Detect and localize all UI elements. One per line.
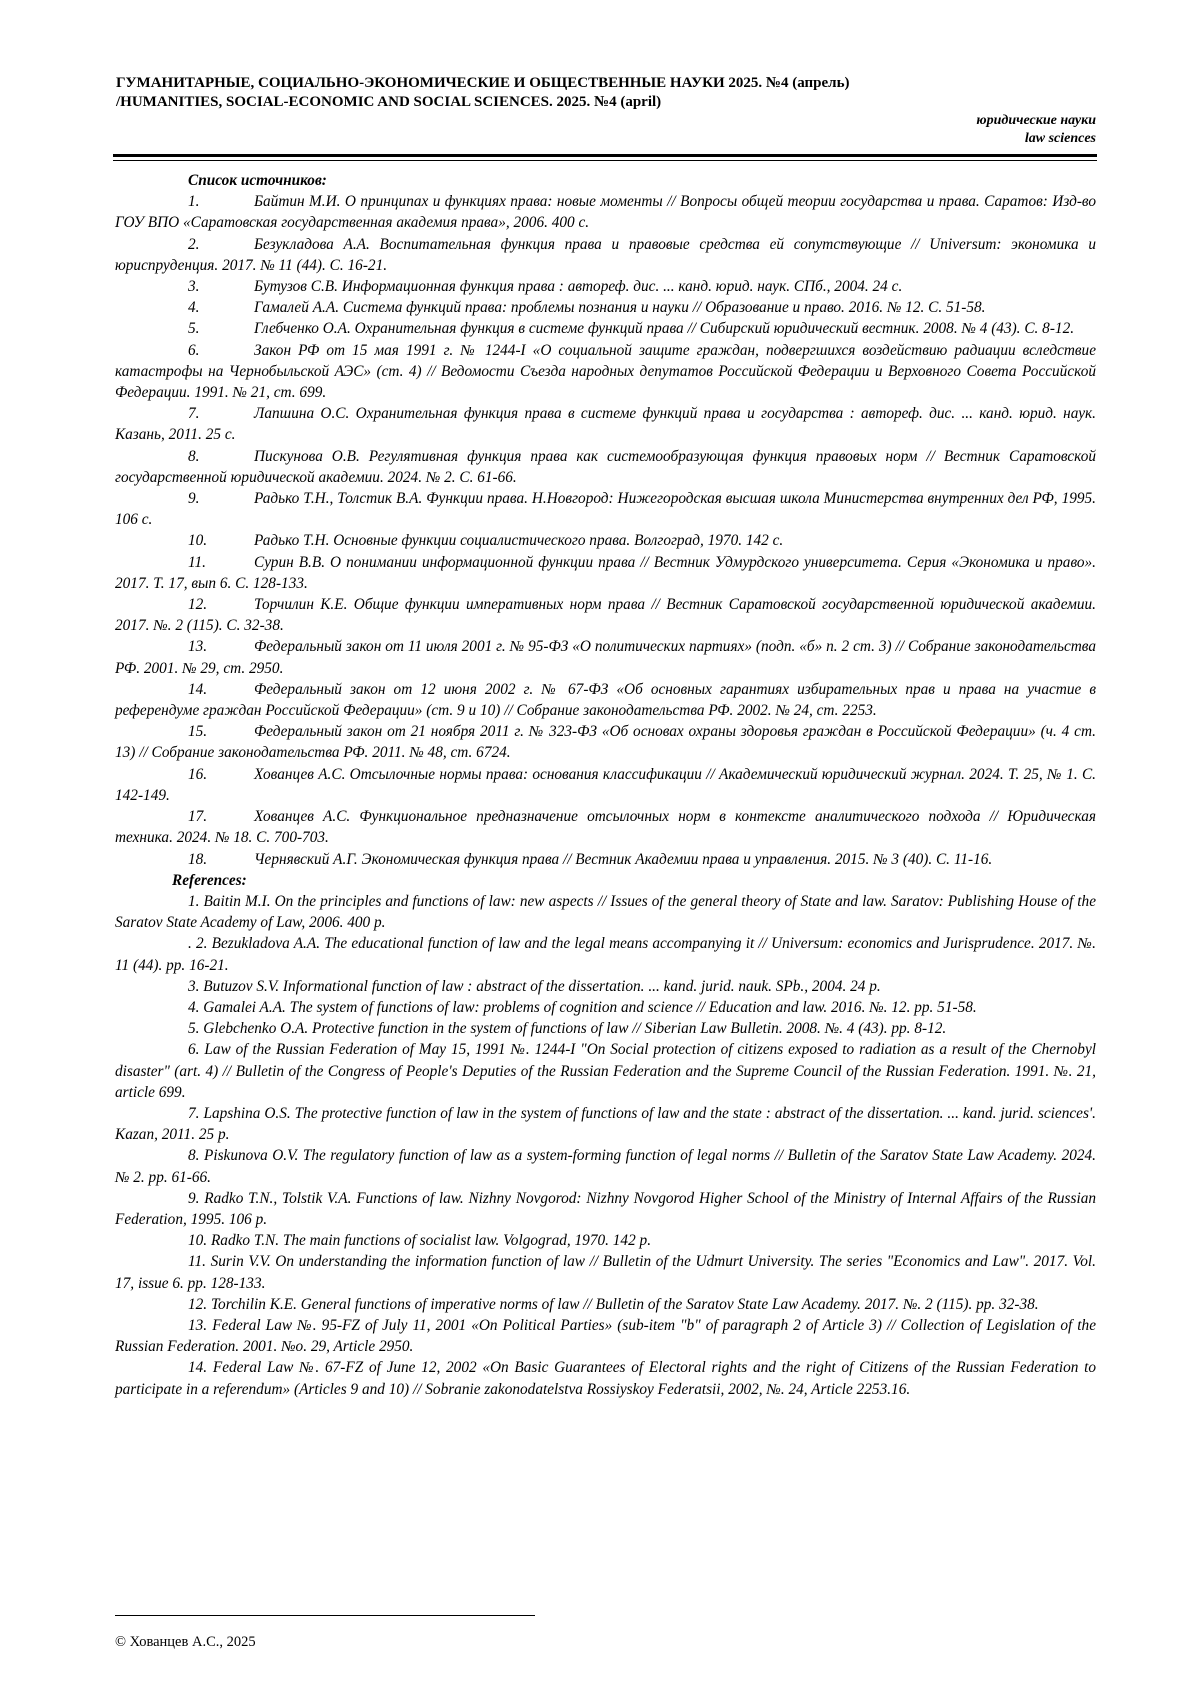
source-text: Радько Т.Н. Основные функции социалистического права. Волгоград, 1970. 142 с.: [254, 532, 784, 550]
reference-item: 1. Baitin M.I. On the principles and functions of law: new aspects // Issues of the general theory of State and law. Saratov: Publishing House of the Saratov State Academy of Law, 2006. 400 p.: [115, 892, 1096, 932]
source-number: 9.: [188, 490, 200, 508]
source-item: [115, 806, 1096, 848]
source-text: Гамалей А.А. Система функций права: проблемы познания и науки // Образование и право. 2016. № 12. С. 51-58.: [254, 299, 986, 317]
journal-title-ru: ГУМАНИТАРНЫЕ, СОЦИАЛЬНО-ЭКОНОМИЧЕСКИЕ И ОБЩЕСТВЕННЫЕ НАУКИ 2025. №4 (апрель): [116, 75, 850, 91]
reference-item: 9. Radko T.N., Tolstik V.A. Functions of law. Nizhny Novgorod: Nizhny Novgorod Higher School of the Ministry of Internal Affairs of the Russian Federation, 1995. 106 p.: [115, 1189, 1096, 1228]
source-text: Пискунова О.В. Регулятивная функция права как системообразующая функция правовых норм // Вестник Саратовской государственной юридической академии. 2024. № 2. С. 61-66.: [115, 447, 1096, 486]
source-text: Федеральный закон от 12 июня 2002 г. № 67-ФЗ «Об основных гарантиях избирательных прав и права на участие в референдуме граждан Российской Федерации» (ст. 9 и 10) // Собрание законодательства РФ. 2002. № 24, ст. 2253.: [115, 680, 1096, 720]
source-text: Байтин М.И. О принципах и функциях права: новые моменты // Вопросы общей теории государства и права. Саратов: Изд-во ГОУ ВПО «Саратовская государственная академия права», 2006. 400 с.: [115, 193, 1096, 232]
source-text: Торчилин К.Е. Общие функции императивных норм права // Вестник Саратовской государственной юридической академии. 2017. №. 2 (115). С. 32-38.: [115, 596, 1096, 635]
source-text: Хованцев А.С. Функциональное предназначение отсылочных норм в контексте аналитического подхода // Юридическая техника. 2024. № 18. С. 700-703.: [115, 808, 1096, 847]
source-number: 18.: [188, 850, 208, 868]
source-item: [115, 340, 1096, 404]
source-number: 2.: [188, 235, 200, 253]
section-label: [976, 112, 1096, 148]
source-number: 16.: [188, 765, 208, 783]
source-text: Бутузов С.В. Информационная функция права : автореф. дис. ... канд. юрид. наук. СПб., 2004. 24 с.: [254, 278, 903, 296]
source-text: Федеральный закон от 11 июля 2001 г. № 95-ФЗ «О политических партиях» (подп. «б» п. 2 ст. 3) // Собрание законодательства РФ. 2001. № 29, ст. 2950.: [115, 638, 1096, 677]
source-text: Радько Т.Н., Толстик В.А. Функции права. Н.Новгород: Нижегородская высшая школа Министерства внутренних дел РФ, 1995. 106 с.: [115, 490, 1096, 529]
source-text: Хованцев А.С. Отсылочные нормы права: основания классификации // Академический юридический журнал. 2024. Т. 25, № 1. С. 142-149.: [115, 765, 1096, 804]
source-item: [115, 234, 1096, 276]
source-number: 5.: [188, 320, 200, 338]
source-number: 7.: [188, 405, 200, 423]
source-item: [115, 636, 1096, 678]
source-item: [115, 849, 1096, 870]
bibliography: [115, 170, 1096, 1400]
reference-item: 6. Law of the Russian Federation of May 15, 1991 №. 1244-I "On Social protection of citizens exposed to radiation as a result of the Chernobyl disaster" (art. 4) // Bulletin of the Congress of People's Deputies of the Russian Federation and the Supreme Council of the Russian Federation. 1991. №. 21, article 699.: [115, 1041, 1096, 1101]
reference-item: 8. Piskunova O.V. The regulatory function of law as a system-forming function of legal norms // Bulletin of the Saratov State Law Academy. 2024. № 2. pp. 61-66.: [115, 1147, 1096, 1186]
source-item: [115, 318, 1096, 339]
source-text: Безукладова А.А. Воспитательная функция права и правовые средства ей сопутствующие // Universum: экономика и юриспруденция. 2017. № 11 (44). С. 16-21.: [115, 235, 1096, 274]
source-number: 12.: [188, 596, 208, 614]
sources-heading: Список источников:: [188, 172, 327, 189]
references-heading: References:: [172, 871, 247, 889]
source-number: 11.: [188, 553, 206, 571]
source-number: 1.: [188, 193, 200, 211]
source-item: [115, 679, 1096, 721]
source-number: 10.: [188, 532, 208, 550]
footnote-rule: [115, 1615, 535, 1616]
header-rule-thick: [113, 154, 1097, 157]
source-item: [115, 552, 1096, 594]
sources-list: [115, 191, 1096, 870]
reference-item: 3. Butuzov S.V. Informational function of law : abstract of the dissertation. ... kand. jurid. nauk. SPb., 2004. 24 p.: [188, 977, 881, 995]
source-item: [115, 594, 1096, 636]
source-item: [115, 191, 1096, 233]
reference-item: 10. Radko T.N. The main functions of socialist law. Volgograd, 1970. 142 p.: [188, 1232, 652, 1250]
copyright-note: © Хованцев А.С., 2025: [115, 1634, 256, 1650]
source-text: Лапшина О.С. Охранительная функция права в системе функций права и государства : автореф. дис. ... канд. юрид. наук. Казань, 2011. 25 с.: [115, 405, 1096, 444]
source-text: Федеральный закон от 21 ноября 2011 г. № 323-ФЗ «Об основах охраны здоровья граждан в Российской Федерации» (ч. 4 ст. 13) // Собрание законодательства РФ. 2011. № 48, ст. 6724.: [115, 723, 1096, 762]
source-item: [115, 530, 1096, 551]
source-number: 17.: [188, 808, 208, 826]
reference-item: 5. Glebchenko O.A. Protective function in the system of functions of law // Siberian Law Bulletin. 2008. №. 4 (43). pp. 8-12.: [188, 1020, 947, 1038]
source-item: [115, 446, 1096, 488]
source-text: Сурин В.В. О понимании информационной функции права // Вестник Удмурдского университета. Серия «Экономика и право». 2017. Т. 17, вып 6. С. 128-133.: [115, 553, 1096, 592]
reference-item: 12. Torchilin K.E. General functions of imperative norms of law // Bulletin of the Saratov State Law Academy. 2017. №. 2 (115). pp. 32-38.: [188, 1295, 1039, 1313]
section-label-ru: юридические науки: [976, 113, 1096, 128]
source-number: 8.: [188, 447, 200, 465]
source-item: [115, 721, 1096, 763]
reference-item: 4. Gamalei A.A. The system of functions of law: problems of cognition and science // Education and law. 2016. №. 12. pp. 51-58.: [188, 998, 977, 1016]
source-number: 6.: [188, 341, 200, 359]
source-number: 4.: [188, 299, 200, 317]
source-item: [115, 764, 1096, 806]
source-number: 15.: [188, 723, 208, 741]
source-number: 13.: [188, 638, 208, 656]
source-item: [115, 297, 1096, 318]
source-number: 3.: [188, 278, 200, 296]
source-item: [115, 403, 1096, 445]
reference-item: . 2. Bezukladova A.A. The educational function of law and the legal means accompanying it // Universum: economics and Jurisprudence. 2017. №. 11 (44). pp. 16-21.: [115, 935, 1096, 974]
header-rule-thin: [113, 160, 1097, 161]
reference-item: 13. Federal Law №. 95-FZ of July 11, 2001 «On Political Parties» (sub-item "b" of paragraph 2 of Article 3) // Collection of Legislation of the Russian Federation. 2001. №o. 29, Article 2950.: [115, 1316, 1096, 1356]
section-label-en: law sciences: [1024, 131, 1096, 146]
source-text: Глебченко О.А. Охранительная функция в системе функций права // Сибирский юридический вестник. 2008. № 4 (43). С. 8-12.: [254, 320, 1075, 338]
source-item: [115, 276, 1096, 297]
references-list: [115, 891, 1096, 1400]
source-text: Чернявский А.Г. Экономическая функция права // Вестник Академии права и управления. 2015. № 3 (40). С. 11-16.: [254, 850, 993, 868]
reference-item: 11. Surin V.V. On understanding the information function of law // Bulletin of the Udmurt University. The series "Economics and Law". 2017. Vol. 17, issue 6. pp. 128-133.: [115, 1253, 1096, 1292]
source-text: Закон РФ от 15 мая 1991 г. № 1244-I «О социальной защите граждан, подвергшихся воздействию радиации вследствие катастрофы на Чернобыльской АЭС» (ст. 4) // Ведомости Съезда народных депутатов Российской Федерации и Верховного Совета Российской Федерации. 1991. № 21, ст. 699.: [115, 341, 1096, 402]
journal-title-en: /HUMANITIES, SOCIAL-ECONOMIC AND SOCIAL SCIENCES. 2025. №4 (april): [116, 94, 662, 110]
reference-item: 14. Federal Law №. 67-FZ of June 12, 2002 «On Basic Guarantees of Electoral rights and the right of Citizens of the Russian Federation to participate in a referendum» (Articles 9 and 10) // Sobranie zakonodatelstva Rossiyskoy Federatsii, 2002, №. 24, Article 2253.16.: [115, 1359, 1096, 1398]
reference-item: 7. Lapshina O.S. The protective function of law in the system of functions of law and the state : abstract of the dissertation. ... kand. jurid. sciences'. Kazan, 2011. 25 p.: [115, 1104, 1096, 1144]
source-number: 14.: [188, 680, 208, 698]
source-item: [115, 488, 1096, 530]
journal-header: [116, 74, 1096, 112]
